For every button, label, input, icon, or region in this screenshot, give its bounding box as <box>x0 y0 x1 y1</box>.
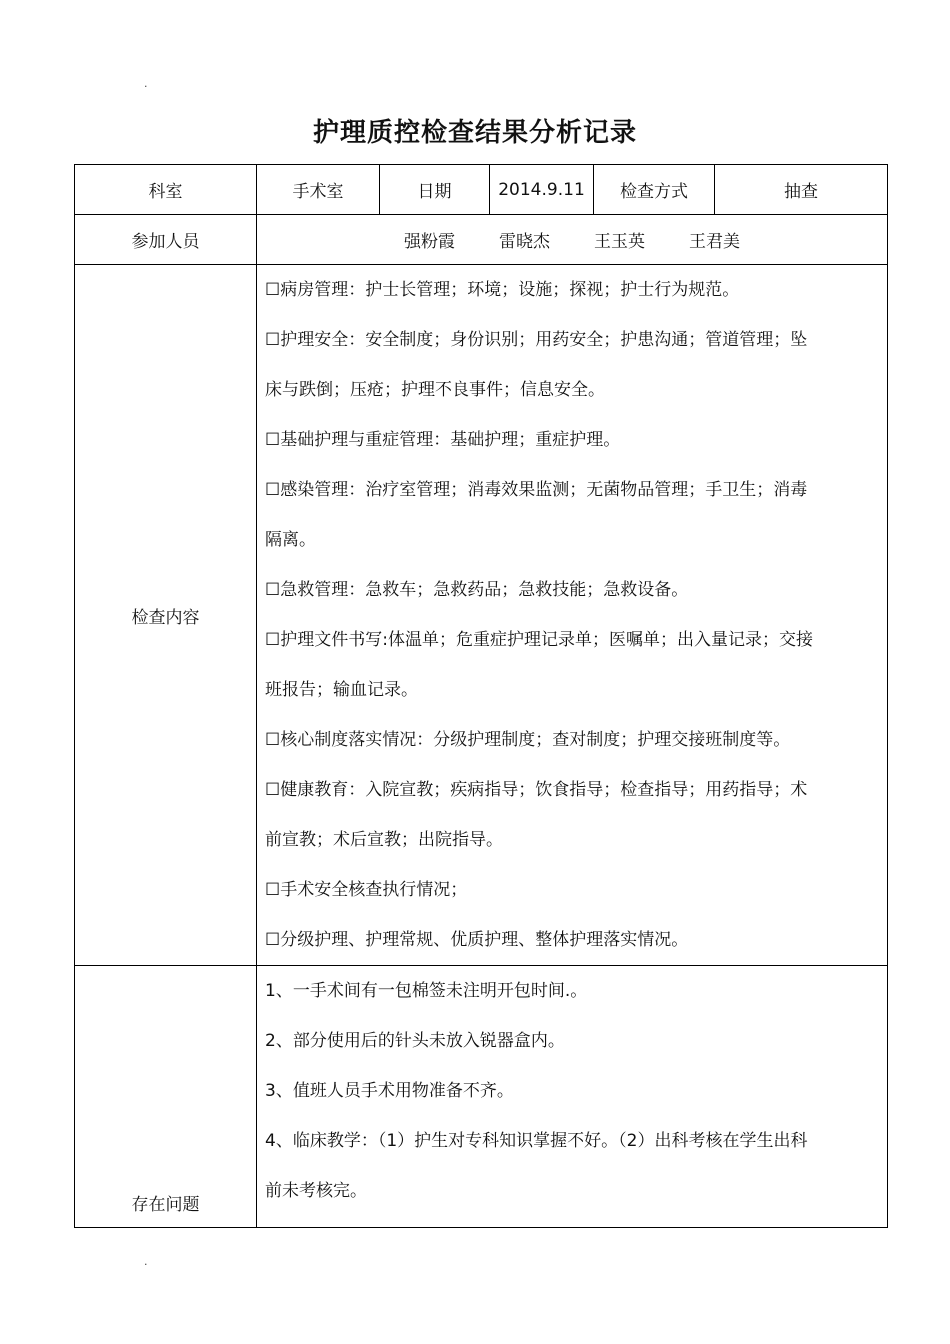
problem-line: 前未考核完。 <box>265 1181 367 1201</box>
participants-row <box>75 215 888 265</box>
problem-line: 3、值班人员手术用物准备不齐。 <box>265 1081 514 1101</box>
header-dot: . <box>144 77 148 90</box>
date-label: 日期 <box>380 165 490 215</box>
inspection-line: ☐护理安全：安全制度；身份识别；用药安全；护患沟通；管道管理；坠 <box>265 330 808 350</box>
participant-name: 强粉霞 <box>404 232 455 252</box>
problem-line: 1、一手术间有一包棉签未注明开包时间.。 <box>265 981 588 1001</box>
method-label: 检查方式 <box>594 165 715 215</box>
inspection-line: ☐急救管理：急救车；急救药品；急救技能；急救设备。 <box>265 580 689 600</box>
method-value: 抽查 <box>715 165 888 215</box>
footer-dot: . <box>144 1255 148 1268</box>
problems-label: 存在问题 <box>75 966 257 1228</box>
dept-label: 科室 <box>75 165 257 215</box>
inspection-line: ☐手术安全核查执行情况； <box>265 880 468 900</box>
problem-line: 2、部分使用后的针头未放入锐器盒内。 <box>265 1031 565 1051</box>
inspection-content <box>257 265 888 966</box>
problems-content <box>257 966 888 1228</box>
date-value: 2014.9.11 <box>490 165 594 215</box>
problem-line: 4、临床教学：（1）护生对专科知识掌握不好。（2）出科考核在学生出科 <box>265 1131 808 1151</box>
participants-names-cell <box>257 215 888 265</box>
problems-row <box>75 966 888 1228</box>
inspection-label: 检查内容 <box>75 265 257 966</box>
inspection-line: 班报告；输血记录。 <box>265 680 418 700</box>
header-row <box>75 165 888 215</box>
participant-name: 王玉英 <box>594 232 645 252</box>
inspection-row <box>75 265 888 966</box>
participants-names <box>257 227 887 252</box>
inspection-line: 隔离。 <box>265 530 316 550</box>
inspection-line: ☐分级护理、护理常规、优质护理、整体护理落实情况。 <box>265 930 689 950</box>
dept-value: 手术室 <box>257 165 380 215</box>
inspection-form-table <box>74 164 888 1228</box>
inspection-line: ☐病房管理：护士长管理；环境；设施；探视；护士行为规范。 <box>265 280 740 300</box>
participant-name: 王君美 <box>689 232 740 252</box>
inspection-line: 前宣教；术后宣教；出院指导。 <box>265 830 503 850</box>
inspection-line: 床与跌倒；压疮；护理不良事件；信息安全。 <box>265 380 605 400</box>
participant-name: 雷晓杰 <box>499 232 550 252</box>
inspection-line: ☐基础护理与重症管理：基础护理；重症护理。 <box>265 430 621 450</box>
inspection-line: ☐核心制度落实情况：分级护理制度；查对制度；护理交接班制度等。 <box>265 730 791 750</box>
inspection-line: ☐健康教育：入院宣教；疾病指导；饮食指导；检查指导；用药指导；术 <box>265 780 808 800</box>
page-title: 护理质控检查结果分析记录 <box>312 118 637 148</box>
participants-label: 参加人员 <box>75 215 257 265</box>
inspection-line: ☐感染管理：治疗室管理；消毒效果监测；无菌物品管理；手卫生；消毒 <box>265 480 808 500</box>
inspection-line: ☐护理文件书写:体温单；危重症护理记录单；医嘱单；出入量记录；交接 <box>265 630 813 650</box>
